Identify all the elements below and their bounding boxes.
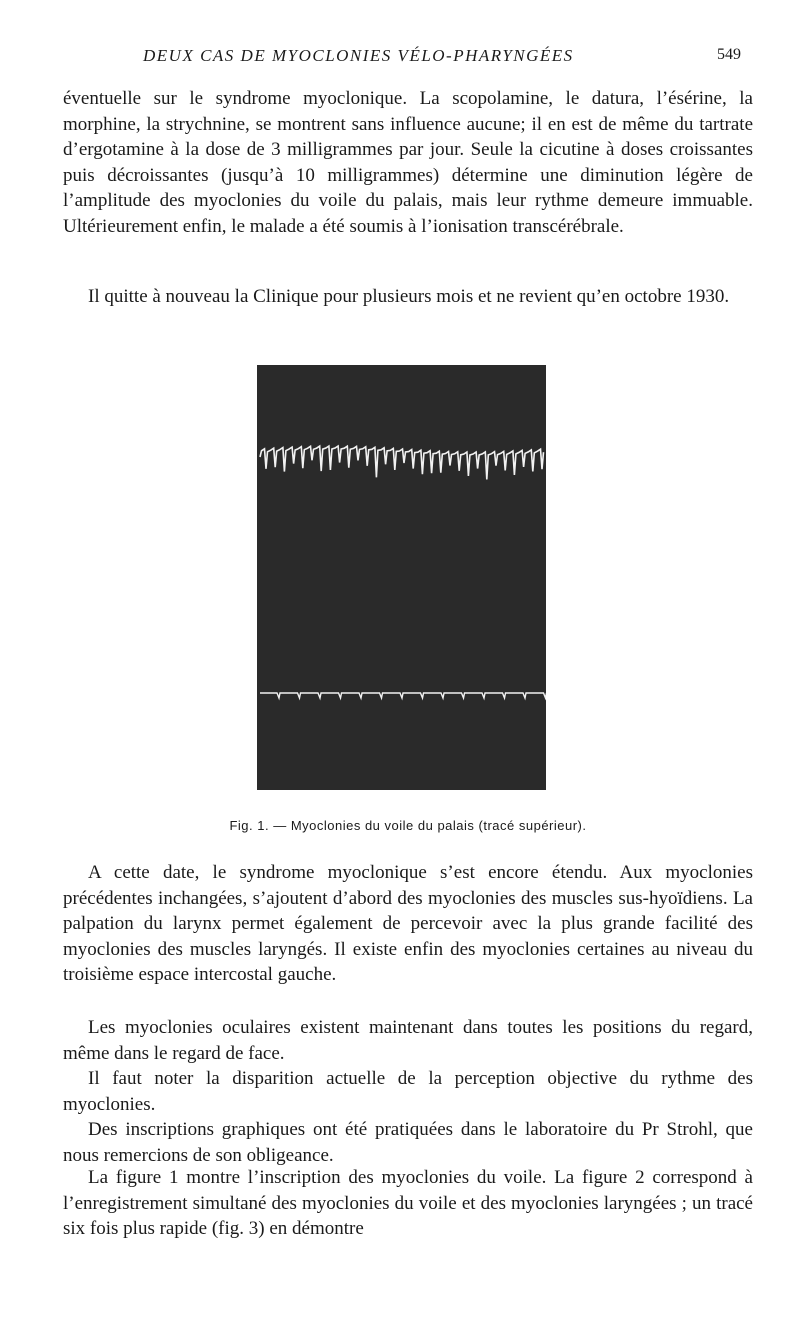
figure-1-trace-image — [257, 365, 546, 790]
paragraph-7: La figure 1 montre l’inscription des myoclonies du voile. La figure 2 correspond à l’enregistrement simultané des myoclonies du voile et des myoclonies laryngées ; un tracé six fois plus rapide (fig. 3) en démontre — [63, 1167, 753, 1240]
paragraph-4: Les myoclonies oculaires existent maintenant dans toutes les positions du regard, même dans le regard de face. — [63, 1017, 753, 1064]
paragraph-6: Des inscriptions graphiques ont été pratiquées dans le laboratoire du Pr Strohl, que nous remercions de son obligeance. — [63, 1119, 753, 1166]
page-header — [63, 46, 753, 72]
trace-plot — [257, 365, 546, 790]
running-title: DEUX CAS DE MYOCLONIES VÉLO-PHARYNGÉES — [143, 46, 574, 65]
paragraph-2: Il quitte à nouveau la Clinique pour plusieurs mois et ne revient qu’en octobre 1930. — [88, 286, 730, 307]
figure-caption: Fig. 1. — Myoclonies du voile du palais (tracé supérieur). — [229, 818, 587, 833]
paragraph-5: Il faut noter la disparition actuelle de la perception objective du rythme des myoclonies. — [63, 1068, 753, 1115]
page-number: 549 — [717, 46, 741, 63]
paragraph-1: éventuelle sur le syndrome myoclonique. La scopolamine, le datura, l’ésérine, la morphine, la strychnine, se montrent sans influence aucune; il en est de même du tartrate d’ergotamine à la dose de 3 milligrammes par jour. Seule la cicutine à doses croissantes puis décroissantes (jusqu’à 10 milligrammes) détermine une diminution légère de l’amplitude des myoclonies du voile du palais, mais leur rythme demeure immuable. Ultérieurement enfin, le malade a été soumis à l’ionisation transcérébrale. — [63, 88, 753, 237]
paragraph-3: A cette date, le syndrome myoclonique s’est encore étendu. Aux myoclonies précédentes inchangées, s’ajoutent d’abord des myoclonies des muscles sus-hyoïdiens. La palpation du larynx permet également de percevoir avec la plus grande facilité des myoclonies des muscles laryngés. Il existe enfin des myoclonies certaines au niveau du troisième espace intercostal gauche. — [63, 862, 753, 986]
trace-background — [257, 365, 546, 790]
